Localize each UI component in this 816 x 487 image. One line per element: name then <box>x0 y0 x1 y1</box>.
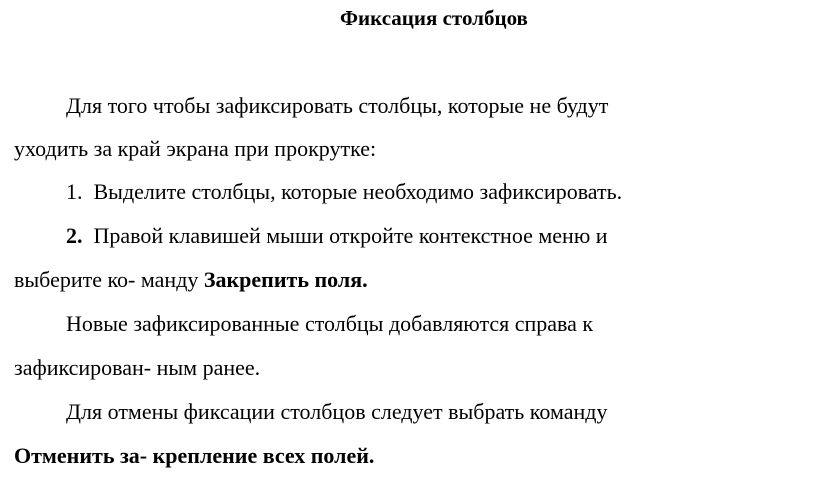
step-1 <box>66 179 622 205</box>
intro-line-2: уходить за край экрана при прокрутке: <box>14 136 377 161</box>
note-line-2: зафиксирован- ным ранее. <box>14 355 261 380</box>
step-2-command: Закрепить поля. <box>203 267 368 292</box>
document-title: Фиксация столбцов <box>340 6 528 30</box>
step-1-text: Выделите столбцы, которые необходимо зафиксировать. <box>93 179 623 204</box>
step-2-line-1 <box>66 223 608 249</box>
step-1-number: 1. <box>66 179 83 204</box>
intro-line-1: Для того чтобы зафиксировать столбцы, которые не будут <box>66 93 609 118</box>
cancel-line-1: Для отмены фиксации столбцов следует выбрать команду <box>66 399 608 424</box>
cancel-command: Отменить за- крепление всех полей. <box>14 443 375 468</box>
step-2-text: Правой клавишей мыши откройте контекстное меню и <box>93 223 608 248</box>
step-2-text-plain: выберите ко- манду <box>14 267 204 292</box>
step-2-line-2 <box>14 267 368 293</box>
note-line-1: Новые зафиксированные столбцы добавляются справа к <box>66 311 594 336</box>
step-2-number: 2. <box>66 223 83 248</box>
